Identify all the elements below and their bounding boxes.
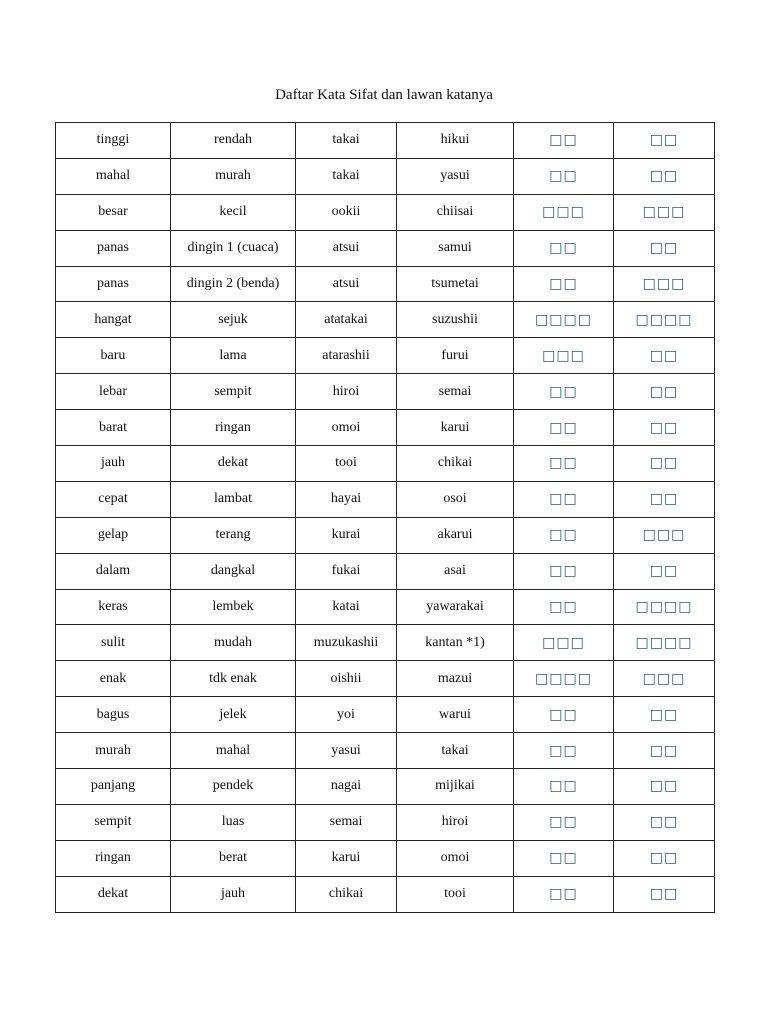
cell-indonesian: enak xyxy=(56,661,171,697)
cell-japanese: □□ xyxy=(514,446,614,482)
cell-japanese-opposite: □□ xyxy=(614,804,715,840)
table-row xyxy=(56,553,715,589)
cell-romaji: yoi xyxy=(296,697,397,733)
cell-indonesian-opposite: dangkal xyxy=(171,553,296,589)
table-row xyxy=(56,876,715,912)
cell-romaji-opposite: chikai xyxy=(397,446,514,482)
cell-indonesian-opposite: jauh xyxy=(171,876,296,912)
cell-romaji-opposite: furui xyxy=(397,338,514,374)
table-row xyxy=(56,769,715,805)
cell-romaji: takai xyxy=(296,158,397,194)
cell-romaji-opposite: yawarakai xyxy=(397,589,514,625)
cell-romaji-opposite: chiisai xyxy=(397,194,514,230)
cell-romaji: omoi xyxy=(296,410,397,446)
cell-japanese: □□□ xyxy=(514,625,614,661)
cell-indonesian: jauh xyxy=(56,446,171,482)
cell-romaji: ookii xyxy=(296,194,397,230)
cell-romaji-opposite: takai xyxy=(397,733,514,769)
table-row xyxy=(56,840,715,876)
cell-romaji-opposite: suzushii xyxy=(397,302,514,338)
cell-indonesian-opposite: tdk enak xyxy=(171,661,296,697)
cell-japanese-opposite: □□□□ xyxy=(614,625,715,661)
cell-japanese: □□ xyxy=(514,266,614,302)
cell-romaji-opposite: hiroi xyxy=(397,804,514,840)
cell-indonesian-opposite: rendah xyxy=(171,123,296,159)
table-row xyxy=(56,338,715,374)
cell-japanese-opposite: □□ xyxy=(614,481,715,517)
cell-romaji: semai xyxy=(296,804,397,840)
cell-romaji-opposite: samui xyxy=(397,230,514,266)
cell-japanese: □□ xyxy=(514,123,614,159)
cell-japanese-opposite: □□ xyxy=(614,840,715,876)
cell-indonesian: dalam xyxy=(56,553,171,589)
cell-indonesian: sulit xyxy=(56,625,171,661)
cell-romaji-opposite: yasui xyxy=(397,158,514,194)
cell-japanese-opposite: □□ xyxy=(614,553,715,589)
cell-romaji-opposite: mijikai xyxy=(397,769,514,805)
cell-japanese-opposite: □□ xyxy=(614,338,715,374)
cell-japanese: □□□ xyxy=(514,194,614,230)
cell-japanese: □□ xyxy=(514,804,614,840)
cell-indonesian: besar xyxy=(56,194,171,230)
cell-indonesian-opposite: dekat xyxy=(171,446,296,482)
cell-indonesian-opposite: sejuk xyxy=(171,302,296,338)
cell-japanese-opposite: □□□□ xyxy=(614,589,715,625)
cell-romaji: fukai xyxy=(296,553,397,589)
cell-japanese-opposite: □□□ xyxy=(614,194,715,230)
cell-romaji-opposite: mazui xyxy=(397,661,514,697)
table-row xyxy=(56,266,715,302)
cell-indonesian-opposite: luas xyxy=(171,804,296,840)
table-row xyxy=(56,158,715,194)
cell-japanese: □□ xyxy=(514,158,614,194)
cell-indonesian-opposite: kecil xyxy=(171,194,296,230)
cell-romaji: oishii xyxy=(296,661,397,697)
cell-indonesian-opposite: lembek xyxy=(171,589,296,625)
cell-indonesian: keras xyxy=(56,589,171,625)
cell-indonesian-opposite: dingin 2 (benda) xyxy=(171,266,296,302)
cell-japanese-opposite: □□□□ xyxy=(614,302,715,338)
cell-japanese: □□□ xyxy=(514,338,614,374)
table-row xyxy=(56,589,715,625)
table-row xyxy=(56,481,715,517)
cell-japanese: □□ xyxy=(514,876,614,912)
cell-japanese: □□ xyxy=(514,553,614,589)
cell-indonesian: panjang xyxy=(56,769,171,805)
cell-romaji: karui xyxy=(296,840,397,876)
adjective-table xyxy=(55,122,715,913)
cell-japanese-opposite: □□□ xyxy=(614,266,715,302)
table-body xyxy=(56,123,715,913)
cell-romaji: atsui xyxy=(296,266,397,302)
cell-japanese: □□□□ xyxy=(514,302,614,338)
cell-japanese: □□ xyxy=(514,697,614,733)
cell-indonesian: sempit xyxy=(56,804,171,840)
cell-japanese-opposite: □□ xyxy=(614,769,715,805)
cell-romaji: takai xyxy=(296,123,397,159)
cell-romaji-opposite: osoi xyxy=(397,481,514,517)
cell-indonesian: murah xyxy=(56,733,171,769)
cell-indonesian: tinggi xyxy=(56,123,171,159)
table-row xyxy=(56,804,715,840)
cell-japanese-opposite: □□ xyxy=(614,733,715,769)
cell-japanese: □□ xyxy=(514,517,614,553)
cell-indonesian-opposite: sempit xyxy=(171,374,296,410)
cell-romaji: chikai xyxy=(296,876,397,912)
cell-romaji: yasui xyxy=(296,733,397,769)
cell-japanese: □□ xyxy=(514,410,614,446)
cell-romaji-opposite: omoi xyxy=(397,840,514,876)
cell-japanese: □□ xyxy=(514,769,614,805)
cell-japanese: □□ xyxy=(514,230,614,266)
cell-romaji: muzukashii xyxy=(296,625,397,661)
cell-indonesian: baru xyxy=(56,338,171,374)
cell-indonesian: bagus xyxy=(56,697,171,733)
cell-indonesian: ringan xyxy=(56,840,171,876)
cell-romaji-opposite: akarui xyxy=(397,517,514,553)
table-row xyxy=(56,230,715,266)
table-row xyxy=(56,446,715,482)
cell-japanese: □□ xyxy=(514,733,614,769)
cell-japanese-opposite: □□ xyxy=(614,158,715,194)
cell-indonesian: barat xyxy=(56,410,171,446)
cell-japanese-opposite: □□ xyxy=(614,876,715,912)
cell-indonesian-opposite: lambat xyxy=(171,481,296,517)
table-row xyxy=(56,302,715,338)
cell-japanese: □□□□ xyxy=(514,661,614,697)
cell-japanese: □□ xyxy=(514,840,614,876)
table-row xyxy=(56,194,715,230)
cell-romaji-opposite: karui xyxy=(397,410,514,446)
cell-indonesian-opposite: mudah xyxy=(171,625,296,661)
cell-japanese-opposite: □□ xyxy=(614,123,715,159)
cell-romaji: hiroi xyxy=(296,374,397,410)
cell-romaji-opposite: tsumetai xyxy=(397,266,514,302)
table-row xyxy=(56,625,715,661)
cell-romaji-opposite: hikui xyxy=(397,123,514,159)
cell-romaji-opposite: asai xyxy=(397,553,514,589)
cell-indonesian: gelap xyxy=(56,517,171,553)
cell-indonesian-opposite: dingin 1 (cuaca) xyxy=(171,230,296,266)
cell-japanese-opposite: □□□ xyxy=(614,517,715,553)
cell-romaji: atsui xyxy=(296,230,397,266)
table-row xyxy=(56,410,715,446)
table-row xyxy=(56,661,715,697)
cell-indonesian-opposite: mahal xyxy=(171,733,296,769)
cell-romaji: nagai xyxy=(296,769,397,805)
table-row xyxy=(56,697,715,733)
cell-indonesian: mahal xyxy=(56,158,171,194)
cell-romaji: hayai xyxy=(296,481,397,517)
cell-japanese: □□ xyxy=(514,481,614,517)
cell-indonesian: cepat xyxy=(56,481,171,517)
cell-japanese-opposite: □□ xyxy=(614,410,715,446)
page-title: Daftar Kata Sifat dan lawan katanya xyxy=(275,87,493,103)
table-row xyxy=(56,733,715,769)
cell-japanese-opposite: □□ xyxy=(614,446,715,482)
cell-indonesian: dekat xyxy=(56,876,171,912)
cell-indonesian: panas xyxy=(56,230,171,266)
cell-indonesian-opposite: lama xyxy=(171,338,296,374)
table-row xyxy=(56,123,715,159)
cell-indonesian-opposite: jelek xyxy=(171,697,296,733)
cell-japanese: □□ xyxy=(514,374,614,410)
cell-japanese-opposite: □□□ xyxy=(614,661,715,697)
cell-romaji-opposite: tooi xyxy=(397,876,514,912)
cell-romaji: katai xyxy=(296,589,397,625)
cell-indonesian: hangat xyxy=(56,302,171,338)
cell-indonesian-opposite: ringan xyxy=(171,410,296,446)
cell-romaji: atatakai xyxy=(296,302,397,338)
cell-indonesian-opposite: pendek xyxy=(171,769,296,805)
cell-romaji: tooi xyxy=(296,446,397,482)
cell-indonesian-opposite: murah xyxy=(171,158,296,194)
table-row xyxy=(56,517,715,553)
cell-romaji: atarashii xyxy=(296,338,397,374)
cell-japanese-opposite: □□ xyxy=(614,230,715,266)
cell-japanese: □□ xyxy=(514,589,614,625)
cell-romaji-opposite: semai xyxy=(397,374,514,410)
cell-romaji-opposite: warui xyxy=(397,697,514,733)
cell-indonesian-opposite: berat xyxy=(171,840,296,876)
cell-romaji-opposite: kantan *1) xyxy=(397,625,514,661)
cell-japanese-opposite: □□ xyxy=(614,697,715,733)
cell-romaji: kurai xyxy=(296,517,397,553)
cell-indonesian-opposite: terang xyxy=(171,517,296,553)
cell-japanese-opposite: □□ xyxy=(614,374,715,410)
cell-indonesian: panas xyxy=(56,266,171,302)
cell-indonesian: lebar xyxy=(56,374,171,410)
table-row xyxy=(56,374,715,410)
